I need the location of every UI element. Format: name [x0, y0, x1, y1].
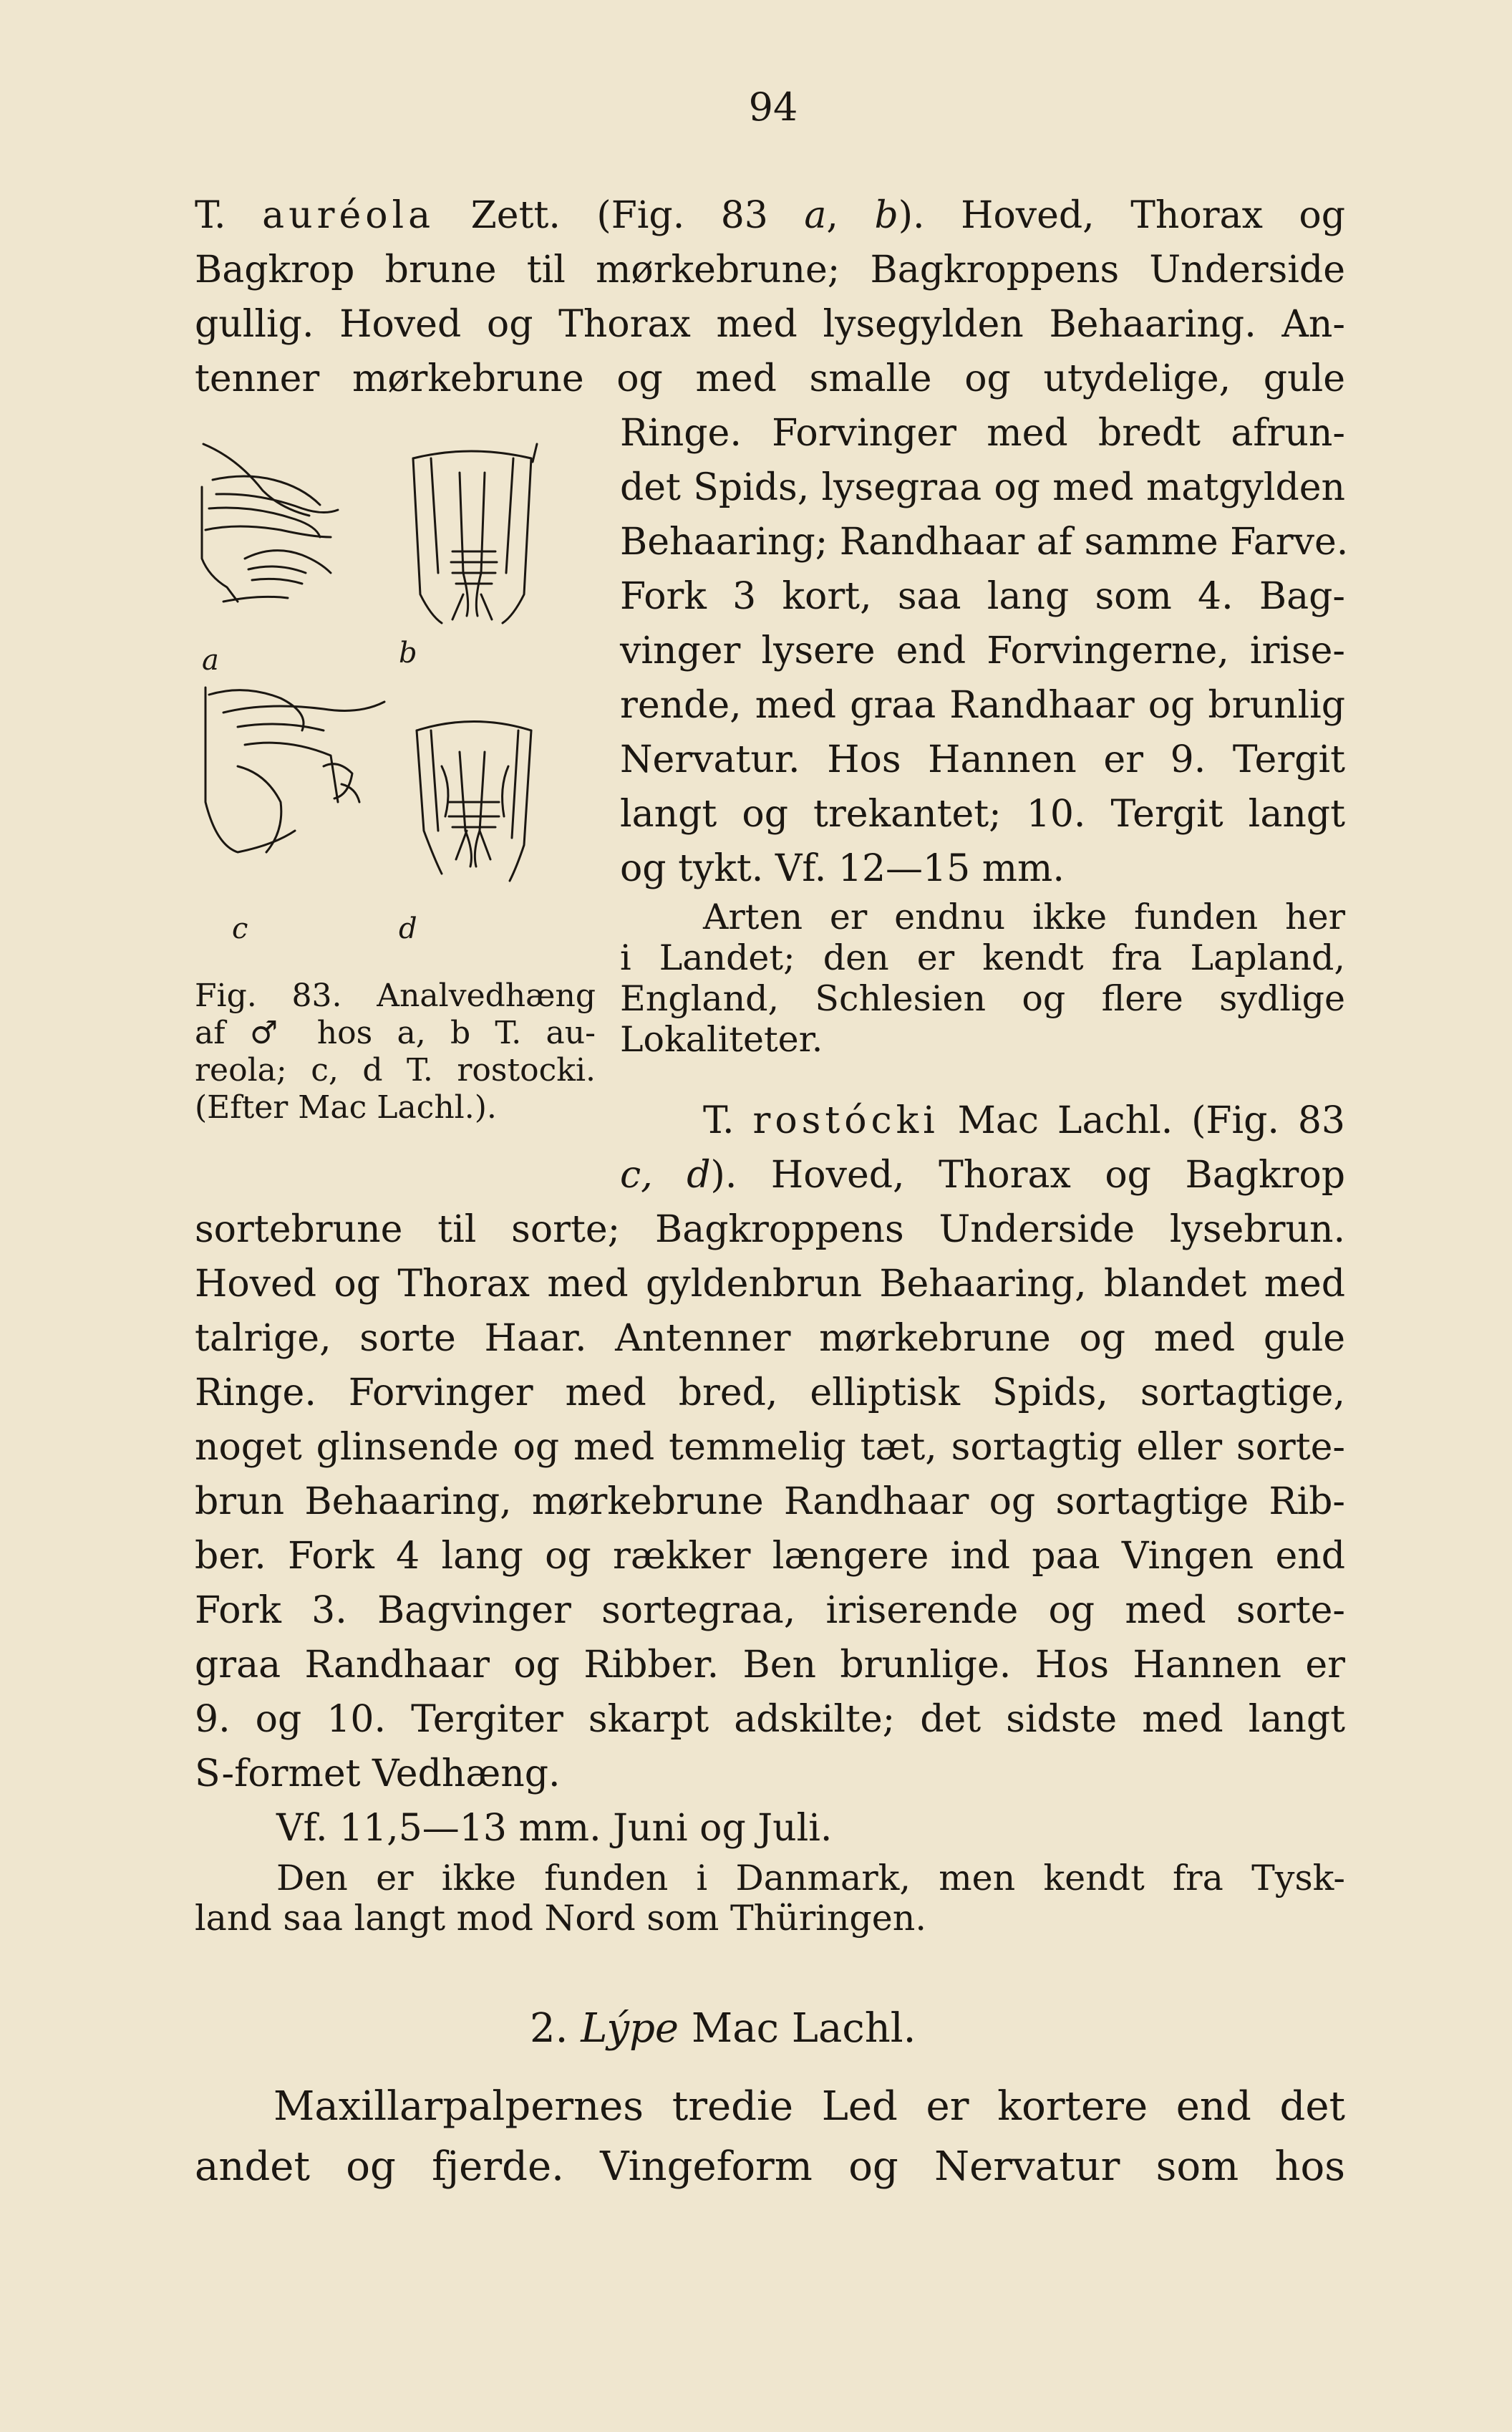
text-line — [620, 1148, 1345, 1202]
text-run: ). Hoved, Thorax og — [898, 194, 1345, 237]
text-line: ber. Fork 4 lang og rækker længere ind paa Vingen end — [195, 1535, 1345, 1578]
figure-part-b — [413, 444, 537, 623]
genus-author: Mac Lachl. — [679, 2005, 916, 2052]
text-run: T. — [703, 1099, 753, 1142]
note-line: Lokaliteter. — [620, 1019, 823, 1060]
genus-number: 2. — [530, 2005, 581, 2052]
fig-label-d: d — [399, 912, 417, 945]
text-run: , — [826, 194, 875, 237]
text-line: Ringe. Forvinger med bred, elliptisk Spids, sortagtige, — [195, 1371, 1345, 1414]
note-line: land saa langt mod Nord som Thüringen. — [195, 1898, 926, 1939]
figure-part-d — [417, 722, 531, 882]
fig-letter: a — [804, 194, 827, 237]
text-line: noget glinsende og med temmelig tæt, sortagtig eller sorte- — [195, 1426, 1345, 1469]
rostocki-heading-line — [703, 1094, 1345, 1148]
text-line: S-formet Vedhæng. — [195, 1752, 561, 1795]
figure-part-c — [205, 687, 384, 852]
fig-letter: b — [874, 194, 898, 237]
text-line: tenner mørkebrune og med smalle og utydelige, gule — [195, 357, 1345, 400]
species-name: auréola — [262, 194, 435, 237]
aureola-heading-line — [195, 188, 1345, 243]
text-line: det Spids, lysegraa og med matgylden — [620, 466, 1345, 509]
note-line: England, Schlesien og flere sydlige — [620, 978, 1345, 1019]
text-line: Maxillarpalpernes tredie Led er kortere end det — [273, 2083, 1345, 2130]
text-line: brun Behaaring, mørkebrune Randhaar og sortagtige Rib- — [195, 1480, 1345, 1523]
text-line: vinger lysere end Forvingerne, irise- — [620, 629, 1345, 672]
figure-part-a — [202, 444, 338, 602]
caption-line: af ♂ hos a, b T. au- — [195, 1015, 596, 1051]
text-line: Bagkrop brune til mørkebrune; Bagkroppens Underside — [195, 248, 1345, 291]
text-run: ). Hoved, Thorax og Bagkrop — [710, 1154, 1346, 1197]
text-line: graa Randhaar og Ribber. Ben brunlige. Hos Hannen er — [195, 1644, 1345, 1687]
caption-line: reola; c, d T. rostocki. — [195, 1052, 596, 1089]
text-line: talrige, sorte Haar. Antenner mørkebrune og med gule — [195, 1317, 1345, 1360]
figure-caption — [195, 978, 596, 1126]
genus-heading — [530, 2000, 916, 2057]
text-line: andet og fjerde. Vingeform og Nervatur som hos — [195, 2143, 1345, 2190]
caption-line: (Efter Mac Lachl.). — [195, 1089, 497, 1126]
caption-line: Fig. 83. Analvedhæng — [195, 978, 596, 1014]
text-line: Nervatur. Hos Hannen er 9. Tergit — [620, 738, 1345, 781]
text-line: rende, med graa Randhaar og brunlig — [620, 684, 1345, 727]
size-line: Vf. 11,5—13 mm. Juni og Juli. — [276, 1807, 833, 1850]
page-number: 94 — [748, 85, 798, 130]
fig-label-c: c — [232, 912, 248, 945]
text-line: sortebrune til sorte; Bagkroppens Underside lysebrun. — [195, 1208, 1345, 1251]
text-line: Behaaring; Randhaar af samme Farve. — [620, 521, 1349, 564]
species-name: rostócki — [752, 1099, 939, 1142]
text-line: Hoved og Thorax med gyldenbrun Behaaring, blandet med — [195, 1263, 1345, 1306]
text-line: gullig. Hoved og Thorax med lysegylden Behaaring. An- — [195, 303, 1345, 346]
fig-label-b: b — [399, 637, 417, 670]
figure-83-drawing — [195, 430, 596, 945]
text-line: langt og trekantet; 10. Tergit langt — [620, 793, 1345, 836]
note-line: i Landet; den er kendt fra Lapland, — [620, 937, 1345, 978]
text-run: T. — [195, 194, 263, 237]
note-line: Arten er endnu ikke funden her — [703, 897, 1345, 937]
fig-label-a: a — [202, 644, 219, 677]
text-line: Fork 3. Bagvinger sortegraa, iriserende og med sorte- — [195, 1589, 1345, 1632]
text-line: og tykt. Vf. 12—15 mm. — [620, 847, 1065, 890]
text-line: Ringe. Forvinger med bredt afrun- — [620, 412, 1345, 455]
text-line: 9. og 10. Tergiter skarpt adskilte; det sidste med langt — [195, 1698, 1345, 1741]
note-line: Den er ikke funden i Danmark, men kendt fra Tysk- — [276, 1858, 1345, 1898]
text-run: Mac Lachl. (Fig. 83 — [939, 1099, 1345, 1142]
text-line: Fork 3 kort, saa lang som 4. Bag- — [620, 575, 1345, 618]
fig-letters: c, d — [620, 1154, 711, 1197]
text-run: Zett. (Fig. 83 — [435, 194, 805, 237]
genus-name: Lýpe — [581, 2005, 679, 2052]
